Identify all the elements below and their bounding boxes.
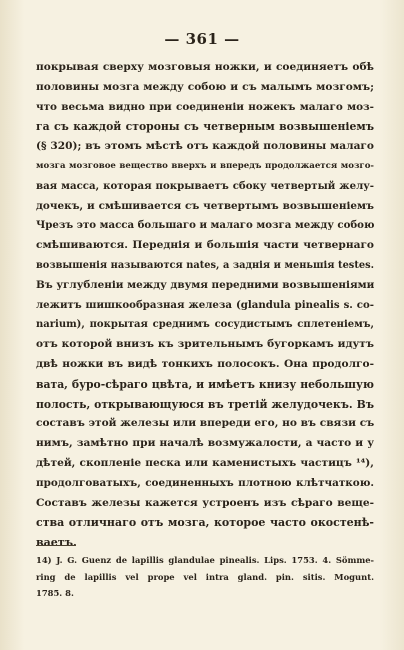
- text-line: мозга мозговое вещество вверхъ и впередъ продолжается мозго-: [36, 160, 374, 171]
- text-line: вая масса, которая покрываетъ сбоку четвертый желу-: [36, 179, 374, 192]
- text-line: (§ 320); въ этомъ мѣстѣ отъ каждой половины малаго: [36, 140, 374, 153]
- text-line: вата, буро-сѣраго цвѣта, и имѣетъ книзу небольшую: [36, 377, 374, 391]
- text-line: ваетъ.: [36, 536, 77, 550]
- text-line: полость, открывающуюся въ третій желудочекъ. Въ: [36, 397, 374, 411]
- footnote-line: 14) J. G. Guenz de lapillis glandulae pinealis. Lips. 1753. 4. Sömme-: [36, 555, 374, 565]
- footnote-line: ring de lapillis vel prope vel intra gland. pin. sitis. Mogunt.: [36, 571, 374, 582]
- text-line: narium), покрытая среднимъ сосудистымъ сплетеніемъ,: [36, 319, 374, 331]
- page-number: — 361 —: [164, 30, 240, 48]
- text-line: дочекъ, и смѣшивается съ четвертымъ возвышеніемъ: [36, 199, 374, 212]
- text-line: нимъ, замѣтно при началѣ возмужалости, а часто и у: [36, 437, 374, 450]
- text-line: Составъ железы кажется устроенъ изъ сѣраго веще-: [36, 496, 374, 509]
- text-line: ства отличнаго отъ мозга, которое часто окостенѣ-: [36, 516, 374, 530]
- text-line: возвышенія называются nates, а заднія и меньшія testes.: [36, 259, 374, 271]
- text-line: что весьма видно при соединеніи ножекъ малаго моз-: [36, 100, 374, 113]
- text-line: продолговатыхъ, соединенныхъ плотною клѣтчаткою.: [36, 476, 374, 489]
- text-line: Чрезъ это масса большаго и малаго мозга между собою: [36, 219, 374, 232]
- footnote-divider: [36, 545, 76, 546]
- text-line: Въ углубленіи между двумя передними возвышеніями: [36, 278, 374, 291]
- text-line: составъ этой железы или впереди его, но въ связи съ: [36, 417, 374, 430]
- footnote: [36, 552, 374, 602]
- text-line: покрывая сверху мозговыя ножки, и соединяетъ обѣ: [36, 61, 374, 73]
- text-line: га съ каждой стороны съ четверным возвышеніемъ: [36, 120, 374, 134]
- text-line: лежитъ шишкообразная железа (glandula pinealis s. co-: [36, 298, 374, 311]
- footnote-line: 1785. 8.: [36, 588, 74, 598]
- text-line: дѣтей, скопленіе песка или каменистыхъ частицъ ¹⁴),: [36, 456, 374, 469]
- text-line: смѣшиваются. Переднія и большія части четвернаго: [36, 239, 374, 252]
- text-line: двѣ ножки въ видѣ тонкихъ полосокъ. Она продолго-: [36, 357, 374, 370]
- text-line: половины мозга между собою и съ малымъ мозгомъ;: [36, 80, 374, 93]
- text-line: отъ которой внизъ къ зрительнымъ бугоркамъ идутъ: [36, 338, 374, 351]
- body-text: [36, 58, 374, 553]
